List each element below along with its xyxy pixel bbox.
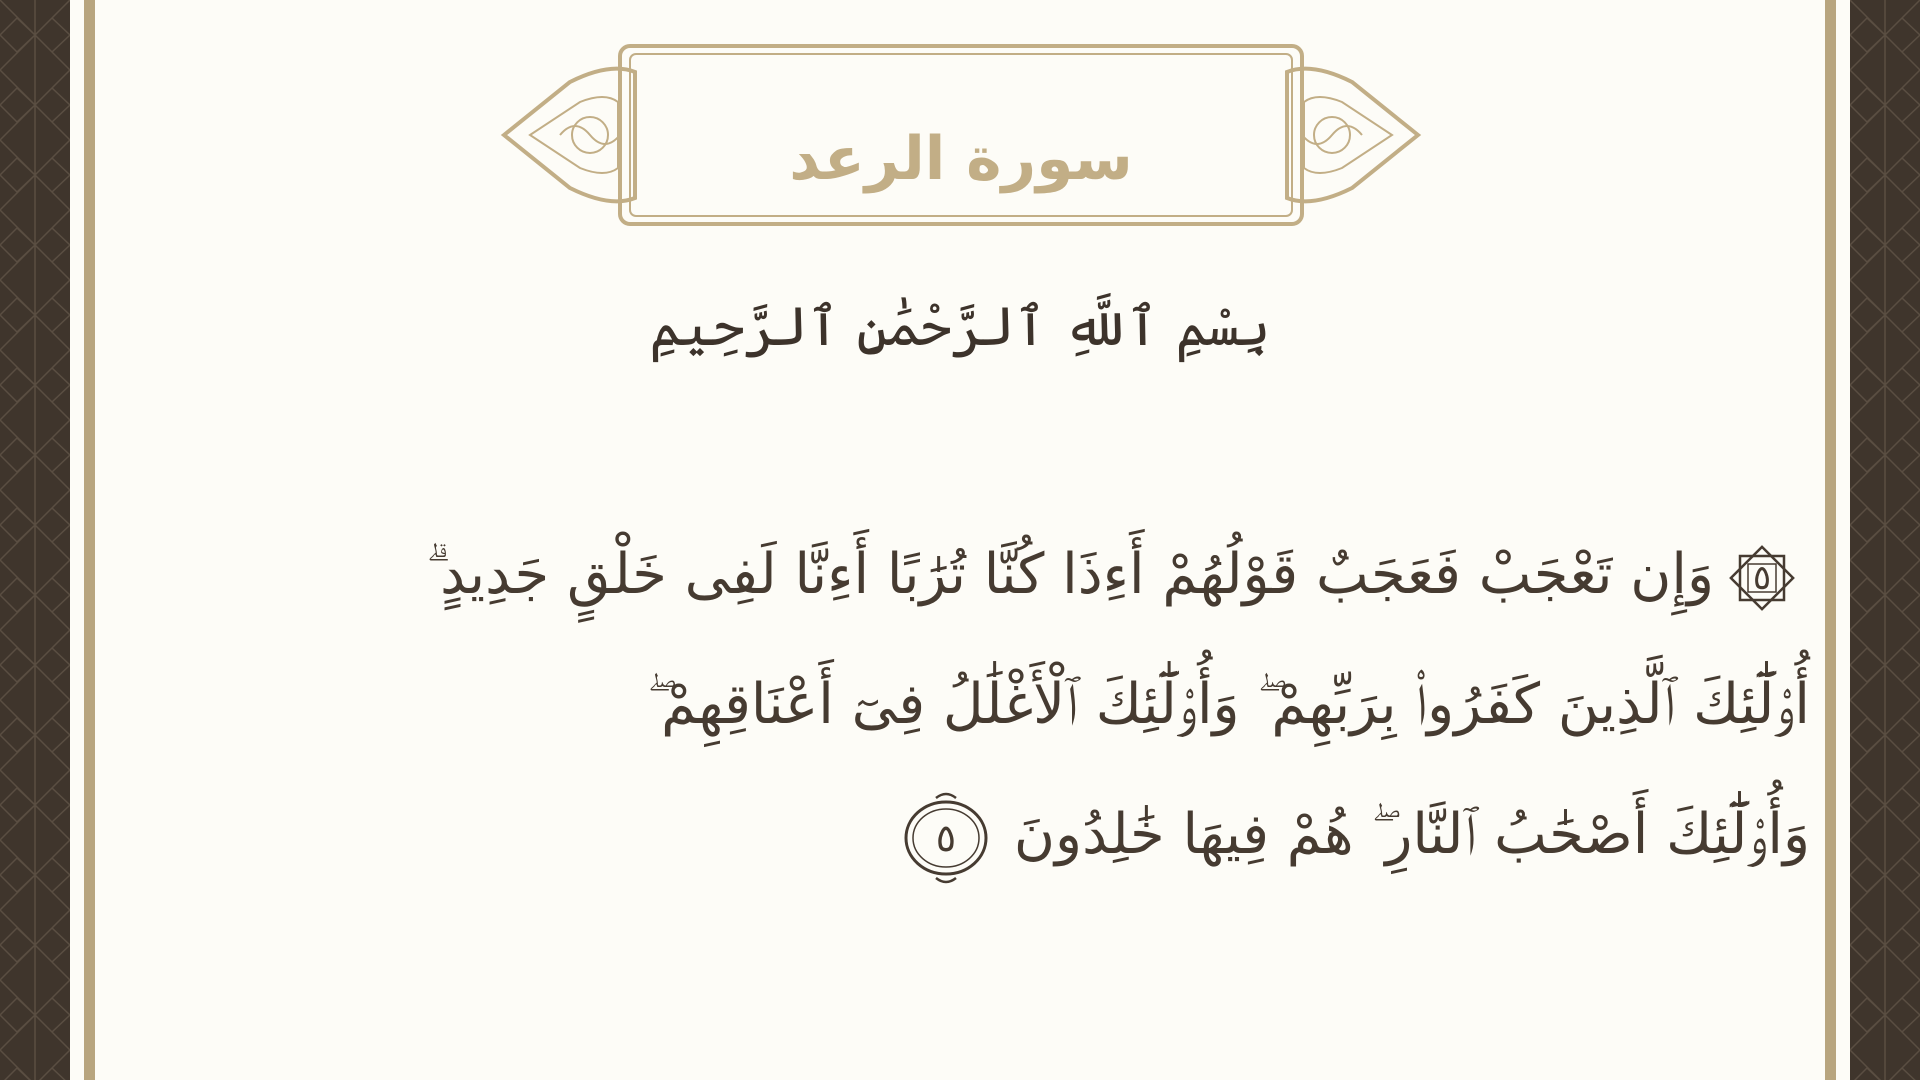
verse-line-2-text: أُو۟لَٰٓئِكَ ٱلَّذِينَ كَفَرُوا۟ بِرَبِّهِمْ ۖ وَأُو۟لَٰٓئِكَ ٱلْأَغْلَٰلُ فِىٓ أَعْنَاقِهِمْ ۖ (647, 672, 1810, 737)
ayah-end-number: ٥ (935, 815, 957, 860)
verse-line-2 (230, 640, 1810, 770)
verse-block (230, 510, 1810, 900)
verse-start-number: ٥ (1752, 557, 1772, 598)
right-pattern-border (1850, 0, 1920, 1080)
verse-start-marker (1726, 542, 1798, 614)
verse-line-3 (230, 770, 1810, 900)
surah-title: سورة الرعد (789, 124, 1133, 194)
left-pattern-border (0, 0, 70, 1080)
verse-line-1-text: وَإِن تَعْجَبْ فَعَجَبٌ قَوْلُهُمْ أَءِذَا كُنَّا تُرَٰبًا أَءِنَّا لَفِى خَلْقٍ جَدِيدٍ ۗ (426, 542, 1714, 607)
left-gold-rule (84, 0, 95, 1080)
verse-line-1 (230, 510, 1810, 640)
ayah-end-marker (896, 792, 996, 884)
surah-title-banner (500, 42, 1422, 228)
basmala: بِسْمِ ٱللَّهِ ٱلرَّحْمَٰنِ ٱلرَّحِيمِ (649, 295, 1271, 358)
right-gold-rule (1825, 0, 1836, 1080)
verse-line-3-text: وَأُو۟لَٰٓئِكَ أَصْحَٰبُ ٱلنَّارِ ۖ هُمْ فِيهَا خَٰلِدُونَ (1013, 802, 1810, 867)
